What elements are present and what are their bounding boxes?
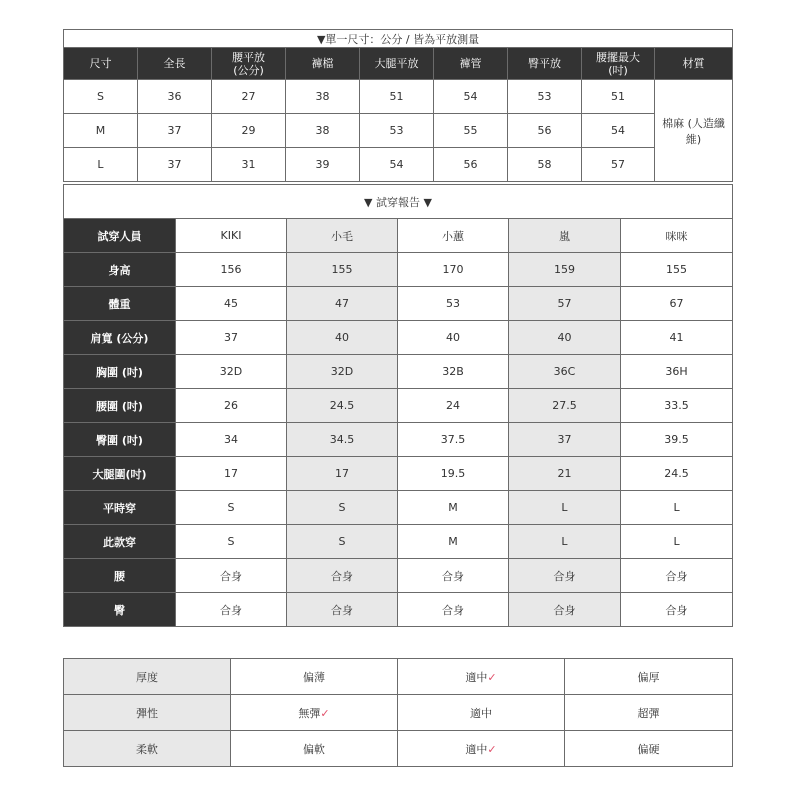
size-header-cell <box>582 48 655 80</box>
report-cell: 47 <box>287 287 398 321</box>
size-cell: 51 <box>582 80 655 114</box>
report-cell: 37.5 <box>398 423 509 457</box>
report-cell: 159 <box>509 253 621 287</box>
report-cell: 32D <box>176 355 287 389</box>
report-cell: 34.5 <box>287 423 398 457</box>
size-chart-body <box>64 80 733 182</box>
size-cell: 37 <box>138 148 212 182</box>
fabric-option-label: 偏厚 <box>637 670 660 684</box>
size-cell: 29 <box>212 114 286 148</box>
size-chart-table <box>63 29 733 182</box>
size-cell: 36 <box>138 80 212 114</box>
size-header-label: 褲檔 <box>311 57 334 70</box>
report-cell: 合身 <box>287 593 398 627</box>
fabric-row <box>64 659 733 695</box>
fabric-row-label: 彈性 <box>64 695 231 731</box>
report-cell: 67 <box>621 287 733 321</box>
size-cell: 55 <box>434 114 508 148</box>
fabric-row <box>64 731 733 767</box>
report-cell: 合身 <box>287 559 398 593</box>
report-cell: 33.5 <box>621 389 733 423</box>
report-row-label: 平時穿 <box>64 491 176 525</box>
report-row-label: 身高 <box>64 253 176 287</box>
report-cell: 57 <box>509 287 621 321</box>
size-header-cell <box>212 48 286 80</box>
size-header-cell <box>138 48 212 80</box>
report-cell: L <box>621 491 733 525</box>
size-row <box>64 80 733 114</box>
size-header-cell <box>655 48 733 80</box>
size-row <box>64 114 733 148</box>
fabric-option-cell <box>565 695 733 731</box>
report-row-label: 此款穿 <box>64 525 176 559</box>
size-header-label: 全長 <box>163 57 186 70</box>
fabric-row-label: 柔軟 <box>64 731 231 767</box>
report-cell: L <box>509 525 621 559</box>
report-row-label: 腰圍 (吋) <box>64 389 176 423</box>
fabric-option-cell <box>231 659 398 695</box>
report-row-label: 臀圍 (吋) <box>64 423 176 457</box>
size-cell: S <box>64 80 138 114</box>
fabric-option-label: 偏軟 <box>303 742 325 756</box>
size-cell: 54 <box>360 148 434 182</box>
fabric-option-label: 無彈 <box>298 706 321 720</box>
report-row <box>64 491 733 525</box>
report-cell: 37 <box>509 423 621 457</box>
report-row <box>64 287 733 321</box>
size-header-cell <box>508 48 582 80</box>
report-cell: 45 <box>176 287 287 321</box>
report-cell: 24.5 <box>621 457 733 491</box>
report-row <box>64 253 733 287</box>
report-cell: M <box>398 491 509 525</box>
report-cell: 小蕙 <box>398 219 509 253</box>
report-cell: 156 <box>176 253 287 287</box>
report-cell: 36H <box>621 355 733 389</box>
size-header-label: 尺寸 <box>89 57 112 70</box>
fabric-option-cell <box>565 659 733 695</box>
report-cell: 37 <box>176 321 287 355</box>
report-cell: 24.5 <box>287 389 398 423</box>
size-header-cell <box>434 48 508 80</box>
size-header-cell <box>286 48 360 80</box>
report-cell: KIKI <box>176 219 287 253</box>
report-cell: 34 <box>176 423 287 457</box>
report-cell: 32D <box>287 355 398 389</box>
size-header-unit: (吋) <box>608 63 628 77</box>
fabric-option-label: 偏硬 <box>637 742 660 756</box>
report-row-label: 肩寬 (公分) <box>64 321 176 355</box>
fabric-option-label: 適中 <box>470 706 492 720</box>
report-cell: 合身 <box>621 593 733 627</box>
report-cell: S <box>176 525 287 559</box>
size-chart-caption: ▼單一尺寸：公分 / 皆為平放測量 <box>64 30 733 48</box>
size-header-unit: (公分) <box>233 63 264 77</box>
size-cell: 58 <box>508 148 582 182</box>
report-row <box>64 457 733 491</box>
fabric-option-label: 適中 <box>465 742 488 756</box>
fabric-properties-body <box>64 659 733 767</box>
report-cell: 合身 <box>509 559 621 593</box>
report-cell: 39.5 <box>621 423 733 457</box>
size-cell: 53 <box>508 80 582 114</box>
report-cell: 40 <box>287 321 398 355</box>
report-cell: 36C <box>509 355 621 389</box>
report-cell: 32B <box>398 355 509 389</box>
report-cell: 合身 <box>509 593 621 627</box>
report-row <box>64 355 733 389</box>
report-cell: L <box>509 491 621 525</box>
report-cell: S <box>287 491 398 525</box>
report-cell: 170 <box>398 253 509 287</box>
report-cell: 26 <box>176 389 287 423</box>
report-cell: 合身 <box>398 559 509 593</box>
report-row-label: 胸圍 (吋) <box>64 355 176 389</box>
fabric-option-cell <box>231 731 398 767</box>
size-cell: 57 <box>582 148 655 182</box>
size-cell: 39 <box>286 148 360 182</box>
fabric-option-label: 偏薄 <box>303 670 325 684</box>
report-cell: 合身 <box>176 593 287 627</box>
report-row-label: 大腿圍(吋) <box>64 457 176 491</box>
report-cell: 24 <box>398 389 509 423</box>
size-cell: 56 <box>508 114 582 148</box>
fabric-row <box>64 695 733 731</box>
report-row-label: 臀 <box>64 593 176 627</box>
report-cell: 咪咪 <box>621 219 733 253</box>
size-cell: 56 <box>434 148 508 182</box>
report-cell: 21 <box>509 457 621 491</box>
report-row <box>64 559 733 593</box>
report-cell: 53 <box>398 287 509 321</box>
report-cell: S <box>287 525 398 559</box>
size-header-label: 腰擺最大 <box>596 50 640 64</box>
material-cell: 棉麻 (人造纖維) <box>655 80 733 182</box>
size-cell: 54 <box>582 114 655 148</box>
report-cell: 17 <box>287 457 398 491</box>
try-on-report-body <box>64 219 733 627</box>
size-cell: 37 <box>138 114 212 148</box>
size-header-label: 大腿平放 <box>374 57 419 70</box>
check-icon: ✓ <box>487 670 497 684</box>
fabric-properties-table <box>63 658 733 767</box>
size-chart-header-row <box>64 48 733 80</box>
size-cell: 27 <box>212 80 286 114</box>
report-cell: 27.5 <box>509 389 621 423</box>
report-cell: 40 <box>398 321 509 355</box>
report-row <box>64 219 733 253</box>
check-icon: ✓ <box>320 706 330 720</box>
try-on-report-caption: ▼ 試穿報告 ▼ <box>64 185 733 219</box>
report-row <box>64 389 733 423</box>
size-header-cell <box>64 48 138 80</box>
report-row <box>64 321 733 355</box>
size-header-label: 褲管 <box>459 57 482 70</box>
fabric-option-label: 超彈 <box>637 706 660 720</box>
report-cell: M <box>398 525 509 559</box>
report-cell: 合身 <box>621 559 733 593</box>
size-header-label: 材質 <box>682 57 705 70</box>
size-cell: 53 <box>360 114 434 148</box>
try-on-report-table <box>63 184 733 627</box>
fabric-row-label: 厚度 <box>64 659 231 695</box>
report-cell: 155 <box>621 253 733 287</box>
fabric-option-cell <box>398 731 565 767</box>
report-cell: 40 <box>509 321 621 355</box>
report-row-label: 腰 <box>64 559 176 593</box>
size-cell: L <box>64 148 138 182</box>
report-cell: 嵐 <box>509 219 621 253</box>
size-header-label: 腰平放 <box>232 50 265 64</box>
report-cell: 41 <box>621 321 733 355</box>
report-row <box>64 525 733 559</box>
size-row <box>64 148 733 182</box>
report-row <box>64 593 733 627</box>
fabric-option-cell <box>398 695 565 731</box>
size-cell: M <box>64 114 138 148</box>
report-cell: 小毛 <box>287 219 398 253</box>
size-header-label: 臀平放 <box>528 57 561 70</box>
check-icon: ✓ <box>487 742 497 756</box>
report-row <box>64 423 733 457</box>
report-row-label: 體重 <box>64 287 176 321</box>
report-cell: L <box>621 525 733 559</box>
report-cell: 合身 <box>176 559 287 593</box>
report-cell: 19.5 <box>398 457 509 491</box>
size-cell: 31 <box>212 148 286 182</box>
report-row-label: 試穿人員 <box>64 219 176 253</box>
report-cell: 合身 <box>398 593 509 627</box>
report-cell: 155 <box>287 253 398 287</box>
fabric-option-cell <box>565 731 733 767</box>
size-header-cell <box>360 48 434 80</box>
size-cell: 38 <box>286 114 360 148</box>
fabric-option-label: 適中 <box>465 670 488 684</box>
size-cell: 38 <box>286 80 360 114</box>
fabric-option-cell <box>231 695 398 731</box>
report-cell: 17 <box>176 457 287 491</box>
size-cell: 51 <box>360 80 434 114</box>
fabric-option-cell <box>398 659 565 695</box>
size-cell: 54 <box>434 80 508 114</box>
report-cell: S <box>176 491 287 525</box>
